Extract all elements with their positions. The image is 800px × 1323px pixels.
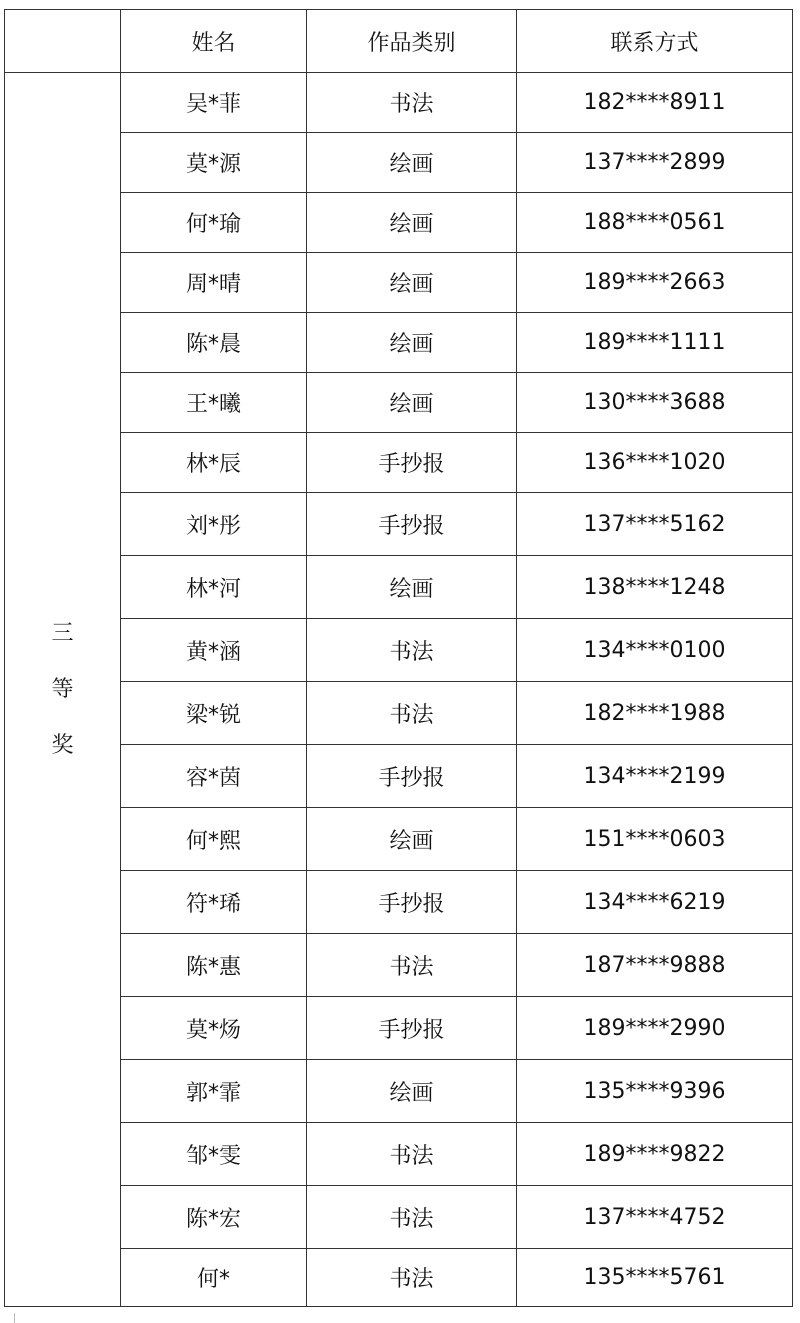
table-row [5, 808, 793, 871]
table-row [5, 1249, 793, 1307]
table-row [5, 997, 793, 1060]
prize-level-char: 三 [51, 620, 74, 646]
category-cell: 手抄报 [307, 433, 517, 493]
category-cell: 书法 [307, 682, 517, 745]
table-row [5, 1060, 793, 1123]
category-cell: 手抄报 [307, 997, 517, 1060]
name-cell: 邹*雯 [121, 1123, 307, 1186]
contact-cell: 137****4752 [517, 1186, 793, 1249]
name-cell: 莫*源 [121, 133, 307, 193]
table-row [5, 934, 793, 997]
name-cell: 容*茵 [121, 745, 307, 808]
category-cell: 手抄报 [307, 493, 517, 556]
contact-cell: 189****1111 [517, 313, 793, 373]
contact-cell: 187****9888 [517, 934, 793, 997]
category-cell: 绘画 [307, 1060, 517, 1123]
category-cell: 书法 [307, 1186, 517, 1249]
table-row [5, 193, 793, 253]
contact-cell: 130****3688 [517, 373, 793, 433]
contact-cell: 137****2899 [517, 133, 793, 193]
name-cell: 刘*彤 [121, 493, 307, 556]
category-cell: 绘画 [307, 133, 517, 193]
name-cell: 周*晴 [121, 253, 307, 313]
name-cell: 王*曦 [121, 373, 307, 433]
table-row [5, 253, 793, 313]
header-blank [5, 10, 121, 73]
table-row [5, 871, 793, 934]
category-cell: 绘画 [307, 808, 517, 871]
header-contact: 联系方式 [517, 10, 793, 73]
name-cell: 黄*涵 [121, 619, 307, 682]
contact-cell: 182****8911 [517, 73, 793, 133]
contact-cell: 188****0561 [517, 193, 793, 253]
name-cell: 何*熙 [121, 808, 307, 871]
contact-cell: 189****9822 [517, 1123, 793, 1186]
category-cell: 手抄报 [307, 871, 517, 934]
table-row [5, 433, 793, 493]
category-cell: 手抄报 [307, 745, 517, 808]
table-body [5, 73, 793, 1307]
contact-cell: 135****5761 [517, 1249, 793, 1307]
contact-cell: 137****5162 [517, 493, 793, 556]
table-row [5, 493, 793, 556]
name-cell: 梁*锐 [121, 682, 307, 745]
awards-table [4, 9, 793, 1307]
table-row [5, 619, 793, 682]
name-cell: 陈*宏 [121, 1186, 307, 1249]
contact-cell: 182****1988 [517, 682, 793, 745]
prize-level-char: 奖 [51, 732, 74, 758]
table-row [5, 133, 793, 193]
category-cell: 书法 [307, 934, 517, 997]
header-row [5, 10, 793, 73]
table-row [5, 1186, 793, 1249]
contact-cell: 134****0100 [517, 619, 793, 682]
contact-cell: 134****6219 [517, 871, 793, 934]
name-cell: 何* [121, 1249, 307, 1307]
category-cell: 绘画 [307, 253, 517, 313]
category-cell: 绘画 [307, 373, 517, 433]
name-cell: 陈*惠 [121, 934, 307, 997]
contact-cell: 135****9396 [517, 1060, 793, 1123]
table-row [5, 1123, 793, 1186]
name-cell: 何*瑜 [121, 193, 307, 253]
name-cell: 林*辰 [121, 433, 307, 493]
prize-level-char: 等 [51, 676, 74, 702]
contact-cell: 189****2990 [517, 997, 793, 1060]
contact-cell: 189****2663 [517, 253, 793, 313]
table-row [5, 313, 793, 373]
header-category: 作品类别 [307, 10, 517, 73]
contact-cell: 134****2199 [517, 745, 793, 808]
category-cell: 书法 [307, 619, 517, 682]
category-cell: 书法 [307, 73, 517, 133]
category-cell: 书法 [307, 1249, 517, 1307]
name-cell: 郭*霏 [121, 1060, 307, 1123]
contact-cell: 136****1020 [517, 433, 793, 493]
page-corner-mark [14, 1313, 15, 1323]
name-cell: 符*琋 [121, 871, 307, 934]
table-row [5, 745, 793, 808]
category-cell: 绘画 [307, 193, 517, 253]
name-cell: 陈*晨 [121, 313, 307, 373]
contact-cell: 138****1248 [517, 556, 793, 619]
name-cell: 莫*炀 [121, 997, 307, 1060]
prize-level-cell [5, 73, 121, 1307]
contact-cell: 151****0603 [517, 808, 793, 871]
table-row [5, 682, 793, 745]
table-row [5, 73, 793, 133]
table-row [5, 556, 793, 619]
name-cell: 林*河 [121, 556, 307, 619]
table-row [5, 373, 793, 433]
category-cell: 绘画 [307, 556, 517, 619]
category-cell: 书法 [307, 1123, 517, 1186]
category-cell: 绘画 [307, 313, 517, 373]
header-name: 姓名 [121, 10, 307, 73]
name-cell: 吴*菲 [121, 73, 307, 133]
